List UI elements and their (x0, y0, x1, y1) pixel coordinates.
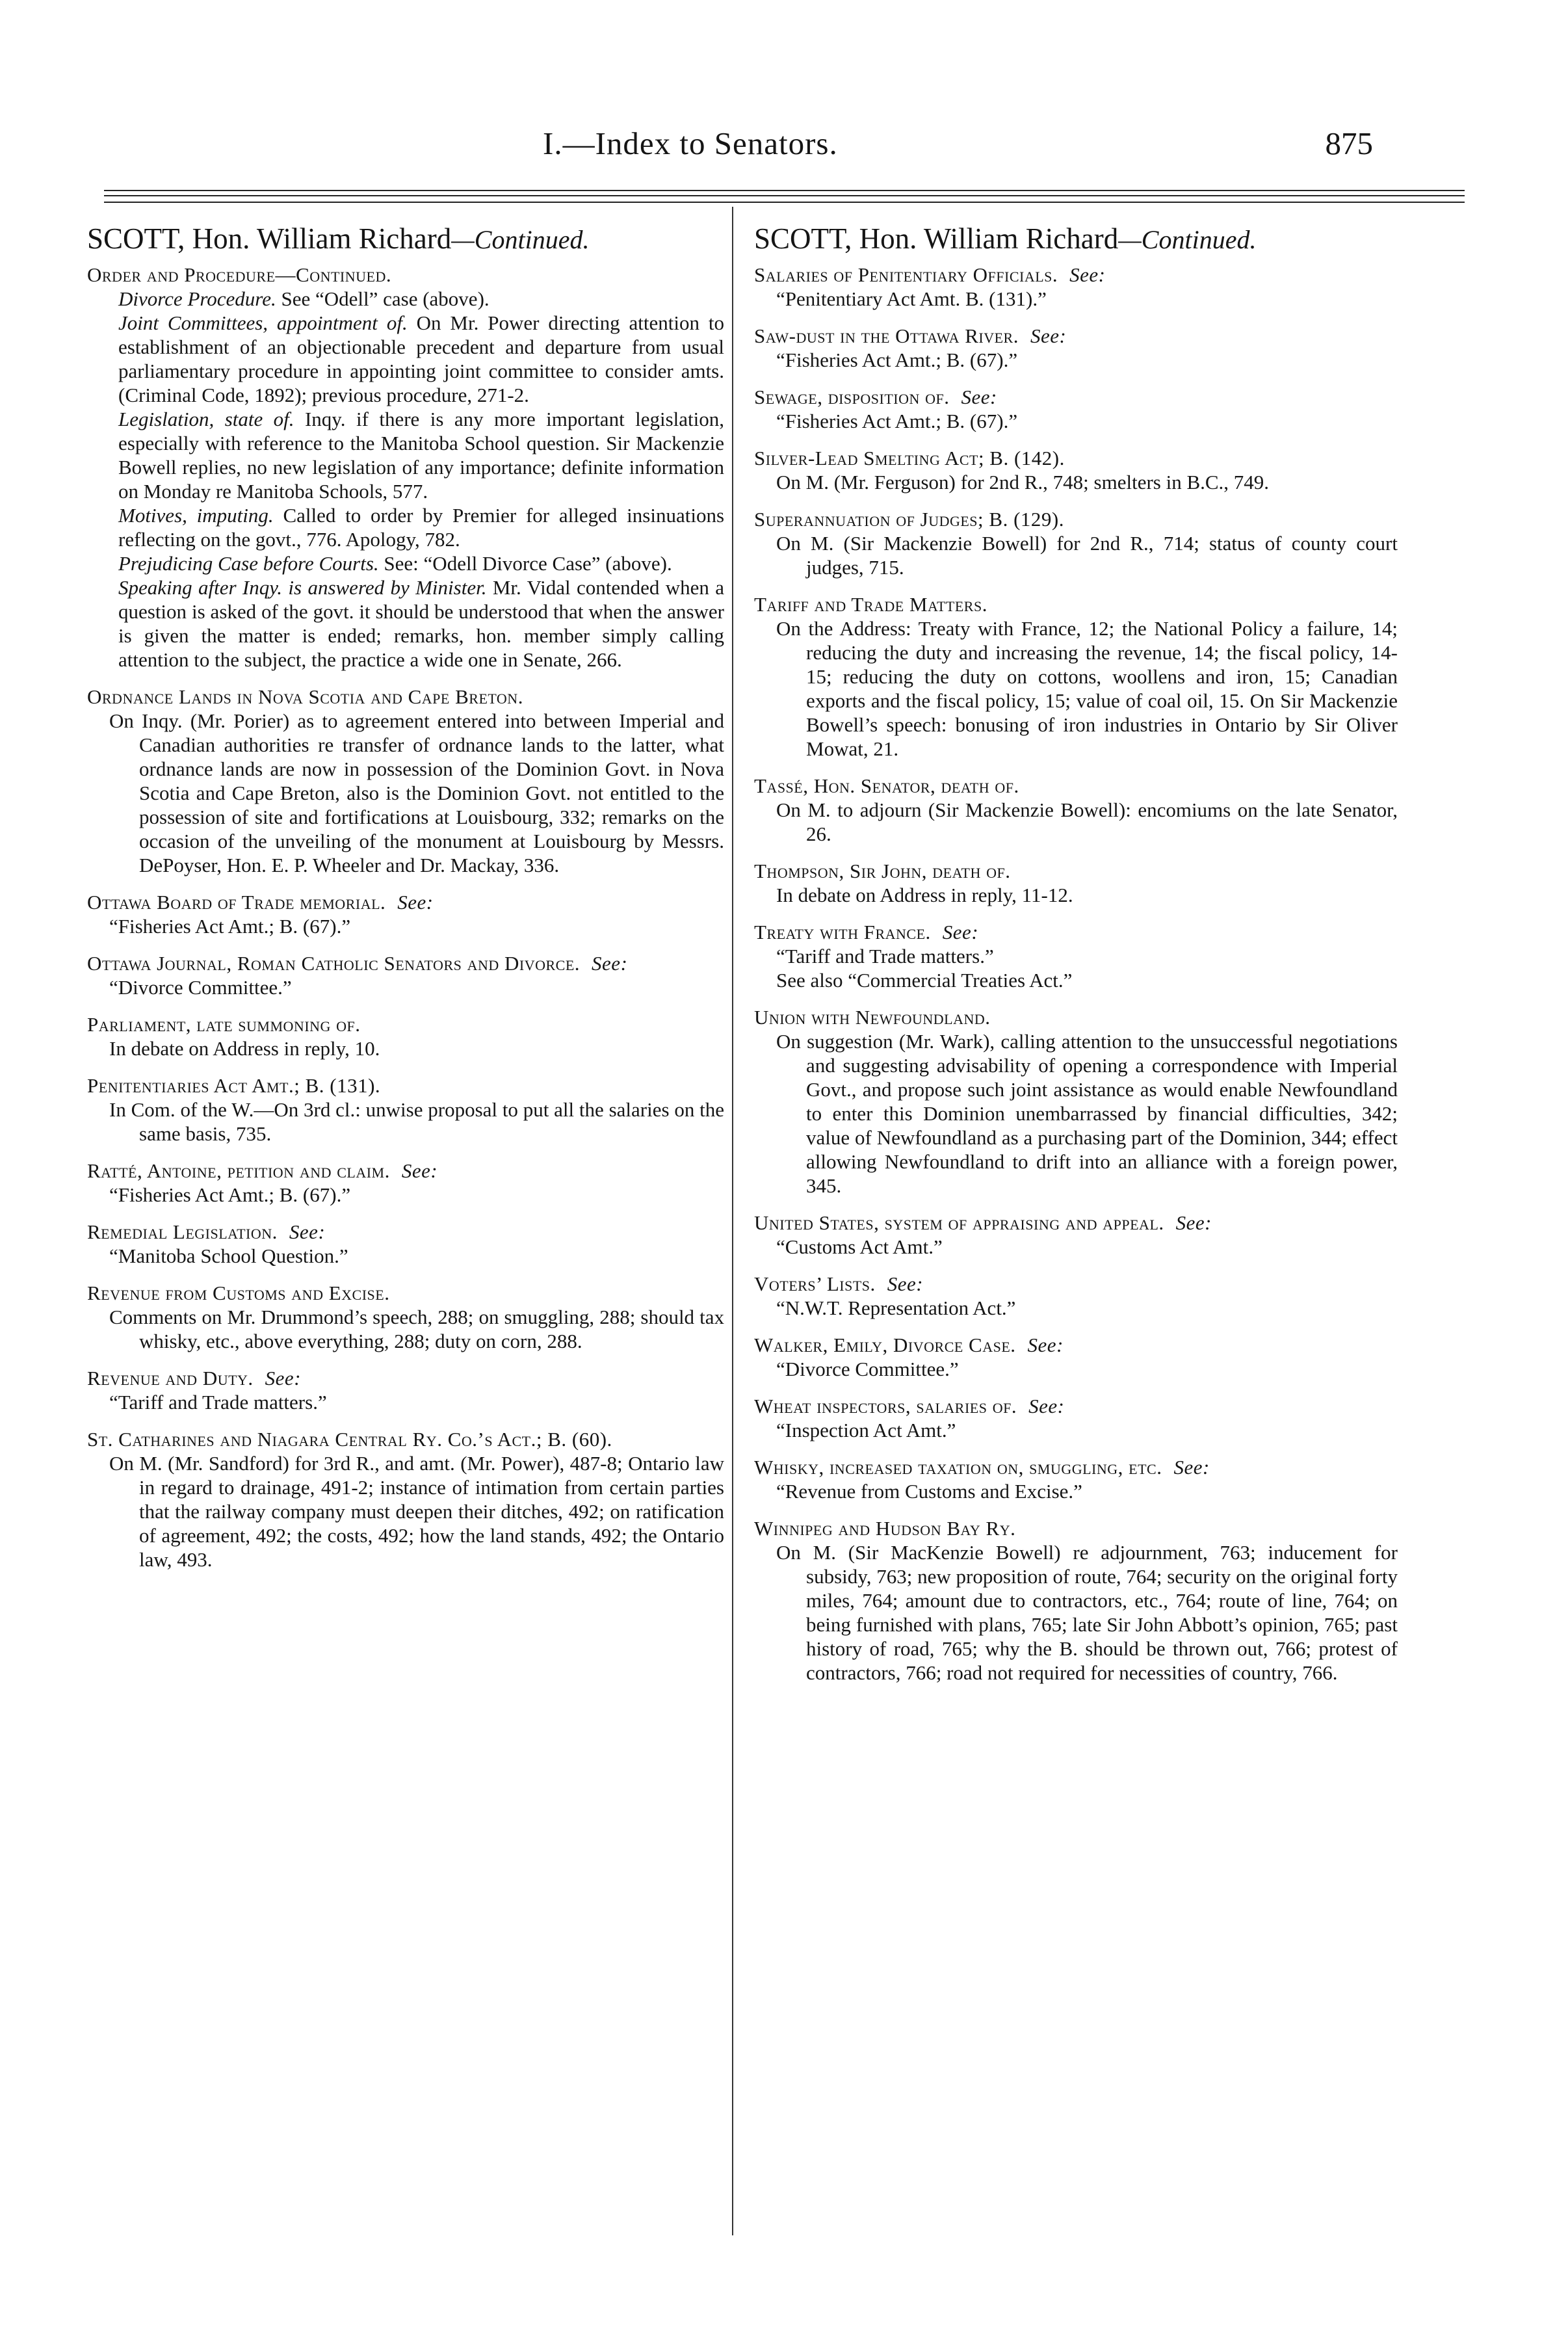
entry-heading-text: Ottawa Journal, Roman Catholic Senators and Divorce. (87, 952, 581, 975)
entry-reference: “Fisheries Act Amt.; B. (67).” (109, 915, 351, 938)
senator-name: SCOTT, Hon. William Richard (754, 222, 1119, 255)
see-label: See: (397, 891, 434, 914)
entry-heading (87, 1220, 724, 1244)
sub-entry-label: Legislation, state of. (118, 408, 294, 430)
sub-entry-label: Motives, imputing. (118, 504, 274, 527)
entry-reference: “Tariff and Trade matters.” (109, 1391, 327, 1414)
entry-heading-text: Remedial Legislation. (87, 1220, 278, 1243)
entry-heading-text: Ratté, Antoine, petition and claim. (87, 1159, 390, 1182)
see-label: See: (1030, 324, 1067, 347)
entry-heading-text: Revenue and Duty. (87, 1367, 254, 1389)
entry-reference: “Tariff and Trade matters.” (776, 945, 994, 967)
sub-entry (87, 287, 724, 311)
entry-heading (754, 592, 1398, 616)
index-entry (754, 263, 1398, 311)
see-label: See: (887, 1272, 924, 1295)
entry-reference: “Divorce Committee.” (776, 1358, 959, 1380)
sub-entry-text: Mr. Vidal contended when a question is asked of the govt. it should be understood that when the answer is given the matter is ended; remarks, hon. member simply calling attention to the subject, the practice a wide one in Senate, 266. (118, 576, 724, 671)
entry-heading-text: Penitentiaries Act Amt.; B. (131). (87, 1074, 381, 1097)
index-entry (87, 890, 724, 938)
see-label: See: (1175, 1211, 1212, 1234)
entry-heading-text: Salaries of Penitentiary Officials. (754, 263, 1058, 286)
index-entry (754, 592, 1398, 761)
index-entry (754, 859, 1398, 907)
sub-entry-text: Inqy. if there is any more important legislation, especially with reference to the Manitoba School question. Sir Mackenzie Bowell replies, no new legislation of any importance; definite information on Monday re Manitoba Schools, 577. (118, 408, 725, 503)
header-rule (104, 202, 1465, 203)
index-entry (87, 1281, 724, 1353)
entry-heading (754, 1272, 1398, 1296)
index-entry (754, 1333, 1398, 1381)
index-entry (87, 1220, 724, 1268)
entry-heading (87, 1012, 724, 1036)
sub-entry-label: Prejudicing Case before Courts. (118, 552, 379, 575)
entry-heading (754, 1455, 1398, 1479)
entry-heading-text: Treaty with France. (754, 921, 931, 943)
entry-body: In debate on Address in reply, 10. (109, 1037, 380, 1060)
index-entry (87, 685, 724, 877)
entry-reference: “Penitentiary Act Amt. B. (131).” (776, 287, 1047, 310)
sub-entry-label: Speaking after Inqy. is answered by Minister. (118, 576, 487, 599)
entry-heading-text: United States, system of appraising and appeal. (754, 1211, 1164, 1234)
index-entry (754, 1272, 1398, 1320)
see-label: See: (401, 1159, 438, 1182)
entry-body: On the Address: Treaty with France, 12; the National Policy a failure, 14; reducing the duty and increasing the revenue, 14; the fiscal policy, 14-15; reducing the duty on cottons, woollens and iron, 15; Canadian exports and the fiscal policy, 15; value of coal oil, 15. On Sir Mackenzie Bowell’s speech: bonusing of iron industries in Ontario by Sir Oliver Mowat, 21. (776, 617, 1398, 760)
entry-heading-text: Union with Newfoundland. (754, 1006, 991, 1029)
index-entry (754, 324, 1398, 372)
entry-heading-text: Wheat inspectors, salaries of. (754, 1395, 1017, 1417)
entry-heading (87, 951, 724, 975)
index-entry (87, 1427, 724, 1572)
see-label: See: (1173, 1456, 1210, 1479)
entry-reference: “Divorce Committee.” (109, 976, 292, 999)
entry-body: On M. (Mr. Ferguson) for 2nd R., 748; smelters in B.C., 749. (776, 471, 1270, 493)
index-entry (754, 1455, 1398, 1503)
index-entry (754, 1516, 1398, 1685)
entry-body: On M. (Sir Mackenzie Bowell) for 2nd R., 714; status of county court judges, 715. (776, 532, 1398, 579)
entry-body: Comments on Mr. Drummond’s speech, 288; on smuggling, 288; should tax whisky, etc., above everything, 288; duty on corn, 288. (109, 1306, 724, 1352)
see-label: See: (1069, 263, 1106, 286)
entry-heading-text: Ordnance Lands in Nova Scotia and Cape Breton. (87, 685, 523, 708)
entry-heading (754, 920, 1398, 944)
continued-label: —Continued. (1118, 225, 1257, 254)
sub-entry (87, 551, 724, 575)
sub-entry (87, 407, 724, 503)
index-entry (87, 951, 724, 999)
entry-heading (87, 890, 724, 914)
left-column (87, 221, 724, 1572)
entry-reference: “Fisheries Act Amt.; B. (67).” (109, 1183, 351, 1206)
entry-body: On Inqy. (Mr. Porier) as to agreement entered into between Imperial and Canadian authorities re transfer of ordnance lands to the latter, what ordnance lands are now in possession of the Dominion Govt. in Nova Scotia and Cape Breton, also is the Dominion Govt. not entitled to the possession of site and fortifications at Louisbourg, 332; remarks on the occasion of the unveiling of the monument at Louisbourg by Messrs. DePoyser, Hon. E. P. Wheeler and Dr. Mackay, 336. (109, 709, 724, 876)
index-entry (754, 1394, 1398, 1442)
index-entry (754, 920, 1398, 992)
entry-heading (754, 1333, 1398, 1357)
column-header (754, 221, 1398, 257)
entry-reference: “N.W.T. Representation Act.” (776, 1296, 1016, 1319)
entry-heading (754, 1211, 1398, 1235)
sub-entry (87, 311, 724, 407)
index-entry (87, 1073, 724, 1146)
entry-heading-text: Superannuation of Judges; B. (129). (754, 508, 1064, 531)
entry-heading-text: Parliament, late summoning of. (87, 1013, 361, 1036)
see-label: See: (1028, 1395, 1065, 1417)
entry-heading (754, 1394, 1398, 1418)
entry-heading (754, 1005, 1398, 1029)
header-rule (104, 190, 1465, 191)
entry-see-also: See also “Commercial Treaties Act.” (776, 969, 1073, 992)
entry-heading (754, 507, 1398, 531)
entry-heading-text: Whisky, increased taxation on, smuggling, etc. (754, 1456, 1162, 1479)
sub-entry (87, 575, 724, 672)
entry-heading-text: Saw-dust in the Ottawa River. (754, 324, 1019, 347)
see-label: See: (961, 386, 997, 408)
entry-heading (754, 263, 1398, 287)
right-column (754, 221, 1398, 1685)
index-entry (754, 774, 1398, 846)
entry-reference: “Revenue from Customs and Excise.” (776, 1480, 1082, 1503)
entry-reference: “Fisheries Act Amt.; B. (67).” (776, 410, 1018, 432)
sub-entry-text: Called to order by Premier for alleged insinuations reflecting on the govt., 776. Apology, 782. (118, 504, 725, 551)
entry-heading-text: Silver-Lead Smelting Act; B. (142). (754, 447, 1065, 469)
entry-body: In Com. of the W.—On 3rd cl.: unwise proposal to put all the salaries on the same basis, 735. (109, 1098, 724, 1145)
index-entry (754, 1211, 1398, 1259)
column-header (87, 221, 724, 257)
entry-heading (754, 774, 1398, 798)
see-label: See: (289, 1220, 326, 1243)
entry-heading-text: Tassé, Hon. Senator, death of. (754, 774, 1019, 797)
entry-heading-text: Winnipeg and Hudson Bay Ry. (754, 1517, 1016, 1540)
see-label: See: (942, 921, 979, 943)
see-label: See: (1027, 1334, 1064, 1356)
running-head: I.—Index to Senators. (543, 125, 838, 161)
senator-name: SCOTT, Hon. William Richard (87, 222, 452, 255)
sub-entry (87, 503, 724, 551)
entry-heading (87, 1073, 724, 1098)
sub-entry-label: Divorce Procedure. (118, 287, 276, 310)
index-entry (87, 1366, 724, 1414)
see-label: See: (265, 1367, 302, 1389)
entry-heading-text: Walker, Emily, Divorce Case. (754, 1334, 1016, 1356)
entry-body: In debate on Address in reply, 11-12. (776, 884, 1073, 906)
entry-heading (87, 685, 724, 709)
entry-heading-text: Ottawa Board of Trade memorial. (87, 891, 386, 914)
entry-body: On M. (Sir MacKenzie Bowell) re adjournment, 763; inducement for subsidy, 763; new proposition of route, 764; security on the original forty miles, 764; amount due to contractors, etc., 764; route of line, 764; on being furnished with plans, 765; late Sir John Abbott’s opinion, 765; past history of road, 765; why the B. should be thrown out, 766; protest of contractors, 766; road not required for necessities of country, 766. (776, 1541, 1398, 1684)
entry-reference: “Inspection Act Amt.” (776, 1419, 956, 1441)
entry-heading (754, 324, 1398, 348)
index-entry (754, 1005, 1398, 1198)
entry-heading (87, 1427, 724, 1451)
entry-heading (754, 446, 1398, 470)
entry-heading (87, 1159, 724, 1183)
entry-body: On M. (Mr. Sandford) for 3rd R., and amt. (Mr. Power), 487-8; Ontario law in regard to drainage, 491-2; instance of intimation from certain parties that the railway company must deepen their ditches, 492; on ratification of agreement, 492; the costs, 492; how the land stands, 492; the Ontario law, 493. (109, 1452, 724, 1571)
entry-body: On suggestion (Mr. Wark), calling attention to the unsuccessful negotiations and suggesting advisability of opening a correspondence with Imperial Govt., and propose such joint assistance as would enable Newfoundland to enter this Dominion unembarrassed by financial difficulties, 342; value of Newfoundland as a purchasing part of the Dominion, 344; effect allowing Newfoundland to drift into an alliance with a foreign power, 345. (776, 1030, 1398, 1197)
column-divider (732, 207, 733, 2235)
entry-heading (87, 1366, 724, 1390)
entry-heading-text: Tariff and Trade Matters. (754, 593, 987, 616)
sub-entry-text: On Mr. Power directing attention to establishment of an objectionable precedent and departure from usual parliamentary procedure in appointing joint committee to consider amts. (Criminal Code, 1892); previous procedure, 271-2. (118, 311, 724, 406)
entry-heading (87, 1281, 724, 1305)
entry-heading-text: Revenue from Customs and Excise. (87, 1282, 390, 1304)
page-number: 875 (1325, 125, 1373, 161)
entry-heading: Order and Procedure—Continued. (87, 263, 392, 286)
index-entry (87, 1012, 724, 1060)
entry-reference: “Fisheries Act Amt.; B. (67).” (776, 349, 1018, 371)
entry-heading (754, 385, 1398, 409)
entry-body: On M. to adjourn (Sir Mackenzie Bowell): encomiums on the late Senator, 26. (776, 798, 1398, 845)
sub-entry-label: Joint Committees, appointment of. (118, 311, 408, 334)
index-entry (754, 385, 1398, 433)
entry-reference: “Manitoba School Question.” (109, 1244, 348, 1267)
entry-heading-text: St. Catharines and Niagara Central Ry. Co.’s Act.; B. (60). (87, 1428, 612, 1451)
sub-entry-text: See: “Odell Divorce Case” (above). (384, 552, 672, 575)
index-entry (87, 1159, 724, 1207)
sub-entry-text: See “Odell” case (above). (281, 287, 490, 310)
continued-label: —Continued. (451, 225, 590, 254)
see-label: See: (592, 952, 628, 975)
entry-reference: “Customs Act Amt.” (776, 1235, 943, 1258)
header-rule (104, 195, 1465, 196)
index-entry (754, 507, 1398, 579)
entry-heading-text: Sewage, disposition of. (754, 386, 950, 408)
entry-heading-text: Thompson, Sir John, death of. (754, 860, 1011, 882)
entry-heading (754, 859, 1398, 883)
entry-heading-text: Voters’ Lists. (754, 1272, 876, 1295)
entry-heading (754, 1516, 1398, 1540)
index-entry (754, 446, 1398, 494)
